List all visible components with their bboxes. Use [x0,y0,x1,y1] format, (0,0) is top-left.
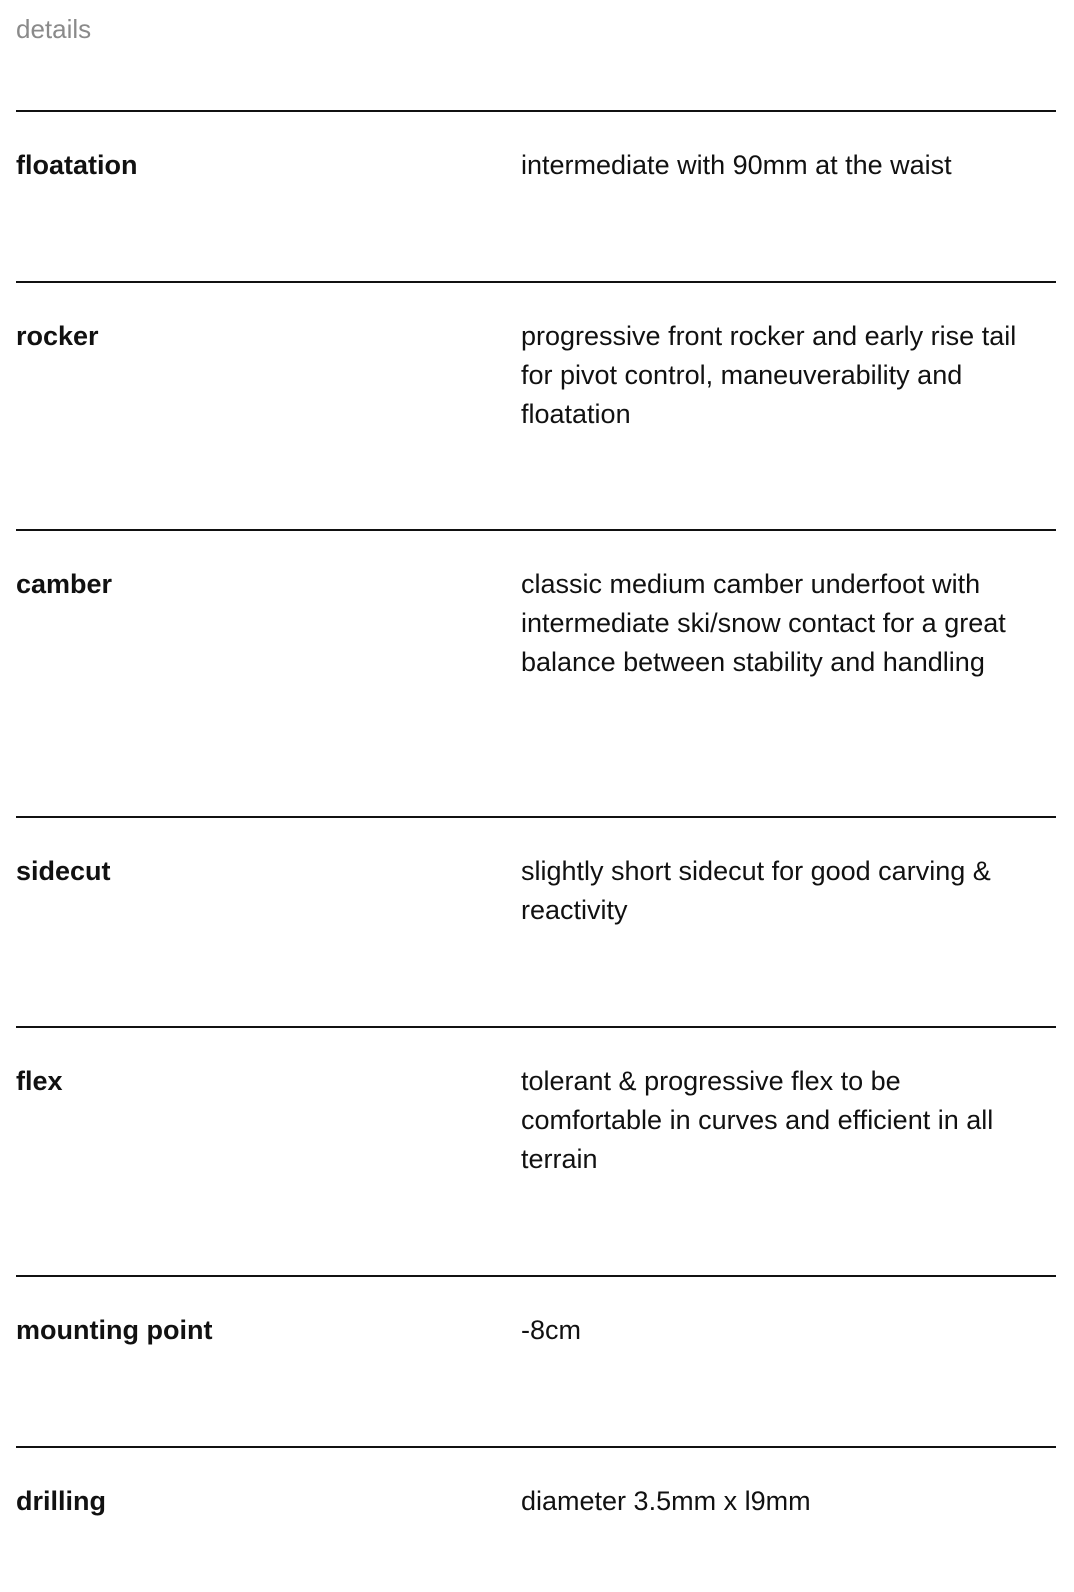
spec-row-sidecut [16,816,1056,1026]
spec-value: -8cm [521,1315,581,1345]
spec-label: rocker [16,321,99,351]
spec-row-rocker [16,281,1056,529]
spec-value: progressive front rocker and early rise tail for pivot control, maneuverability and floatation [521,321,1017,429]
spec-value: classic medium camber underfoot with intermediate ski/snow contact for a great balance between stability and handling [521,569,1006,677]
spec-value: tolerant & progressive flex to be comfortable in curves and efficient in all terrain [521,1066,994,1174]
spec-value: intermediate with 90mm at the waist [521,150,952,180]
spec-label: mounting point [16,1315,213,1345]
spec-list [16,110,1056,1566]
spec-label: floatation [16,150,138,180]
spec-row-drilling [16,1446,1056,1566]
spec-value: slightly short sidecut for good carving & reactivity [521,856,991,925]
spec-label: flex [16,1066,63,1096]
section-heading: details [16,14,92,44]
spec-label: camber [16,569,113,599]
spec-label: drilling [16,1486,106,1516]
spec-row-flex [16,1026,1056,1275]
spec-value: diameter 3.5mm x l9mm [521,1486,811,1516]
spec-row-mounting-point [16,1275,1056,1446]
spec-label: sidecut [16,856,111,886]
spec-row-camber [16,529,1056,816]
spec-row-floatation [16,110,1056,281]
